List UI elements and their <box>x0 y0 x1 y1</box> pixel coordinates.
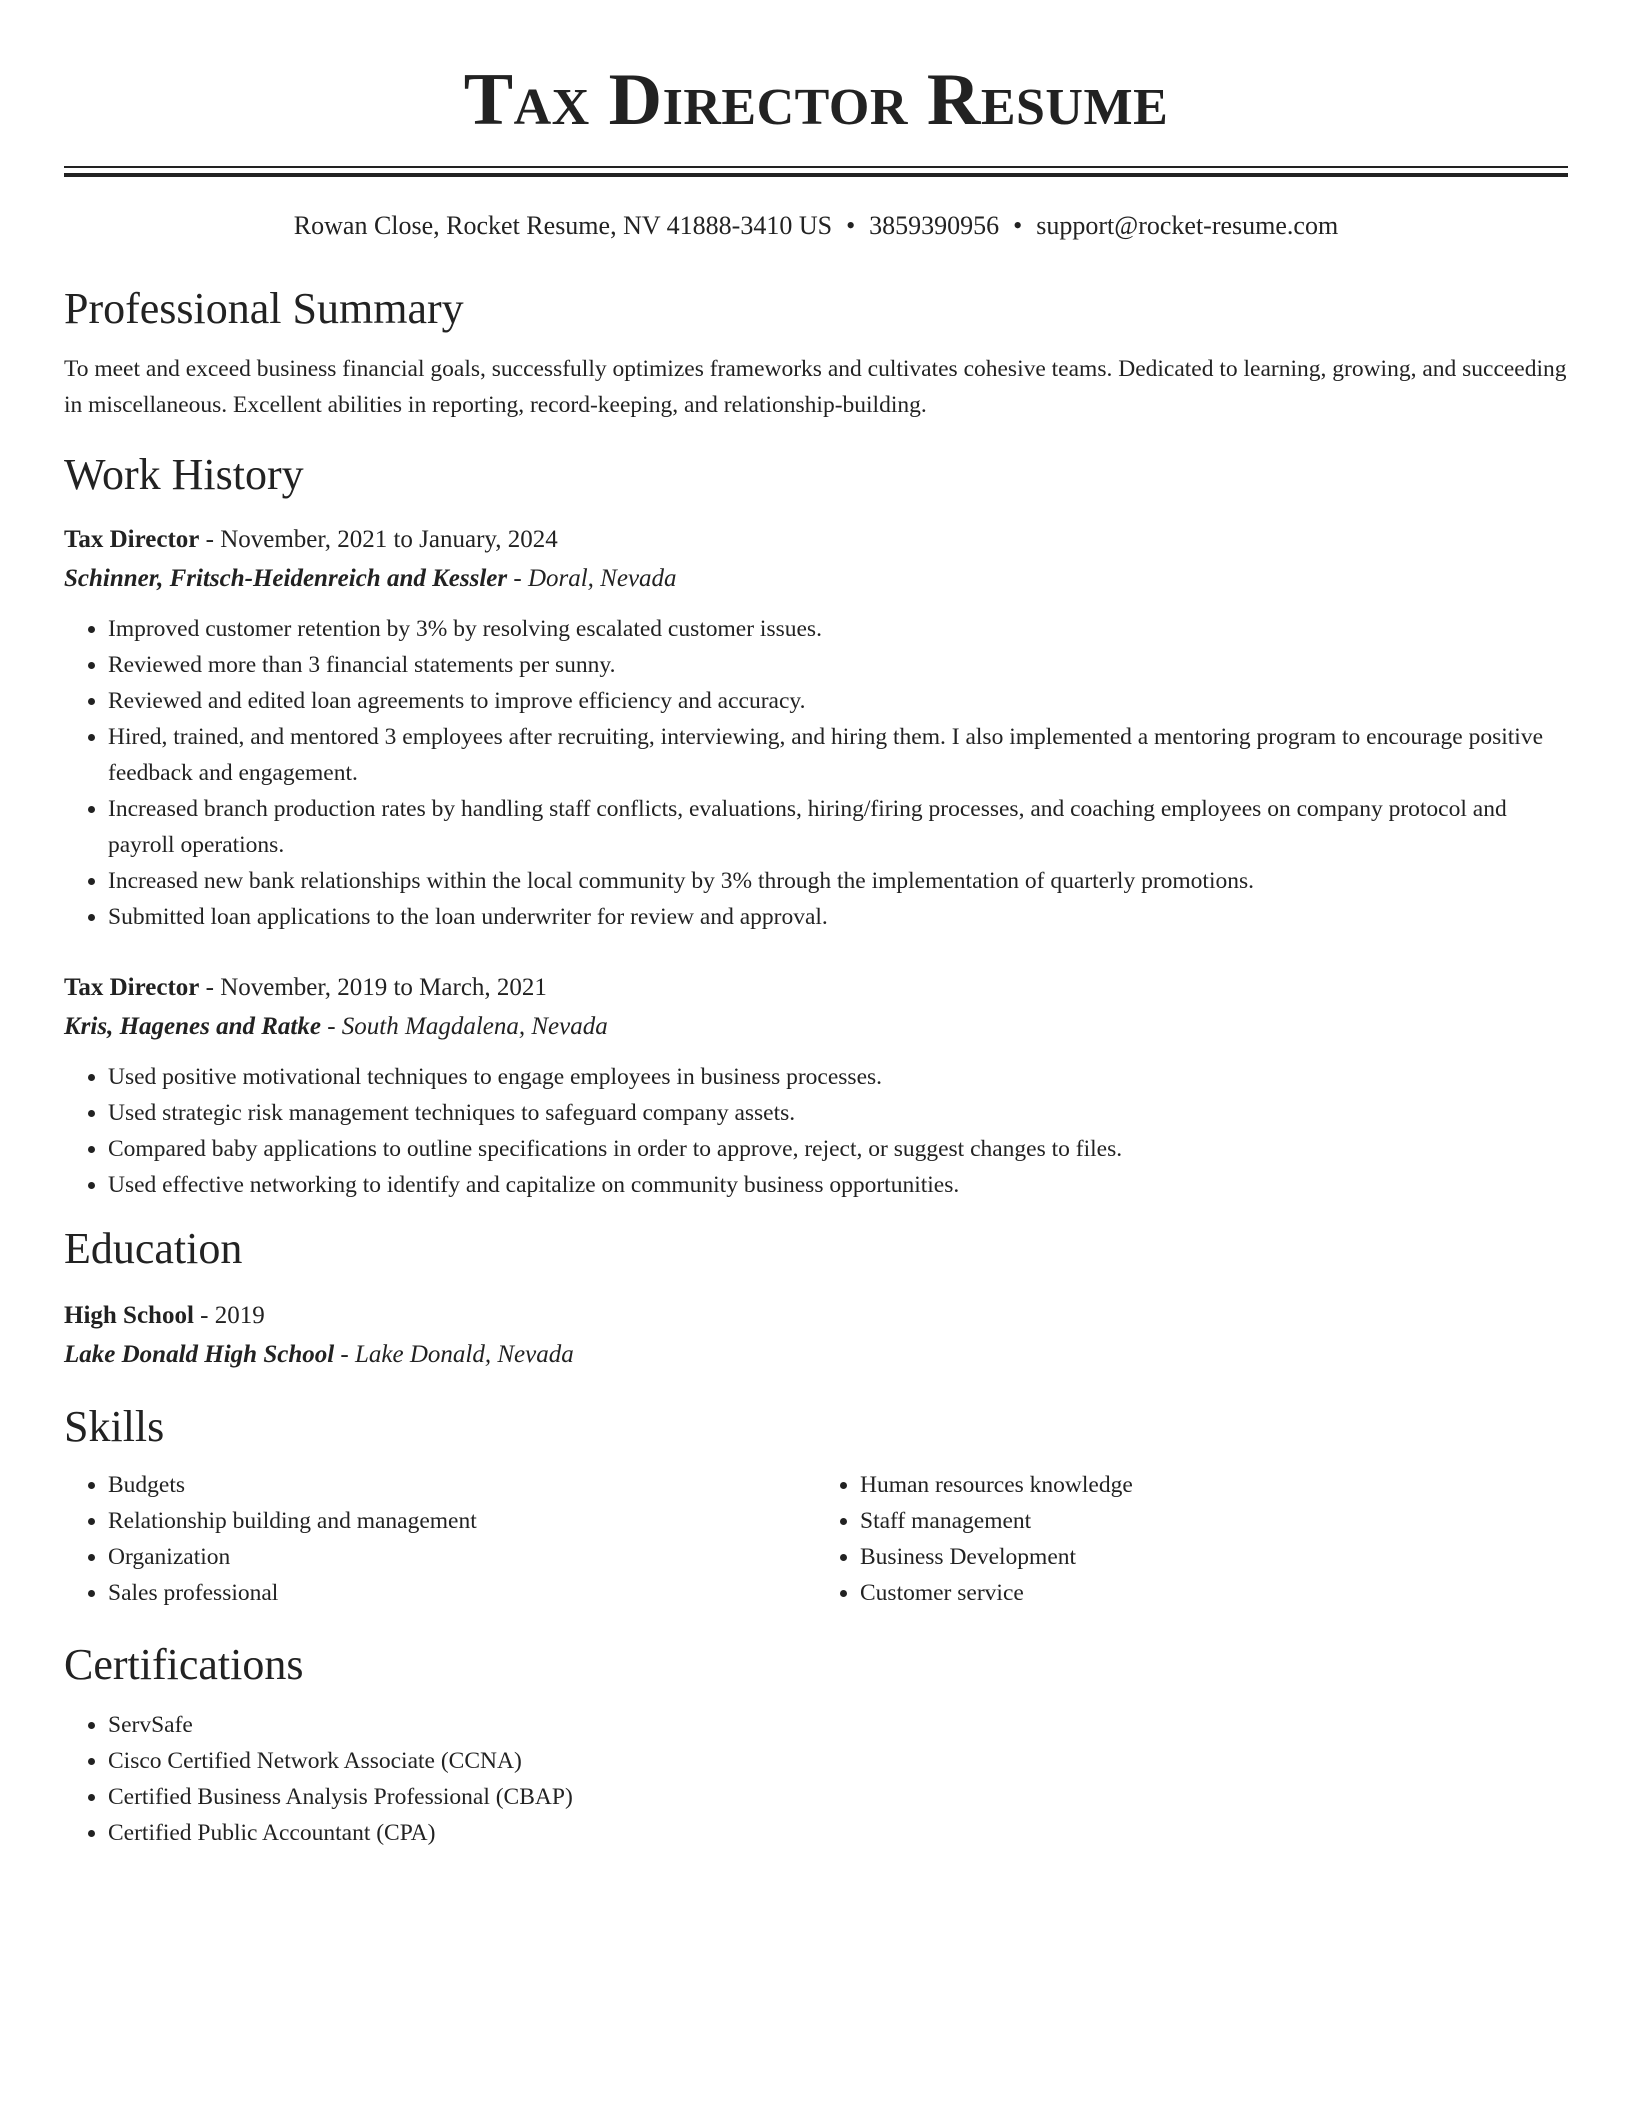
list-item: • Compared baby applications to outline specifications in order to approve, reject, or suggest changes to files. <box>108 1131 1568 1167</box>
list-item: • Submitted loan applications to the loan underwriter for review and approval. <box>108 899 1568 935</box>
summary-heading: Professional Summary <box>64 284 464 333</box>
contact-separator: • <box>1013 211 1023 240</box>
list-item: • Certified Public Accountant (CPA) <box>108 1815 1568 1851</box>
education-school-line <box>64 1335 1568 1375</box>
education-heading: Education <box>64 1224 243 1273</box>
job-role-line <box>64 521 1568 559</box>
title-rule-thin <box>64 166 1568 168</box>
list-item: • ServSafe <box>108 1707 1568 1743</box>
education-school: Lake Donald High School <box>64 1341 335 1368</box>
summary-text: To meet and exceed business financial goals, successfully optimizes frameworks and cultivates cohesive teams. Dedicated to learning, growing, and succeeding in miscellaneous. Excellent abilities in reporting, record-keeping, and relationship-building. <box>64 356 1567 418</box>
work-history-heading: Work History <box>64 450 304 499</box>
list-item: • Organization <box>108 1539 816 1575</box>
education-year: - 2019 <box>193 1302 265 1329</box>
job-bullets <box>64 611 1568 935</box>
list-item: • Relationship building and management <box>108 1503 816 1539</box>
job-company: Kris, Hagenes and Ratke <box>64 1013 321 1040</box>
skills-heading: Skills <box>64 1402 165 1451</box>
page-title: Tax Director Resume <box>463 59 1169 141</box>
job-location: - South Magdalena, Nevada <box>320 1013 608 1040</box>
list-item: • Used effective networking to identify and capitalize on community business opportunities. <box>108 1167 1568 1203</box>
job-company: Schinner, Fritsch-Heidenreich and Kessler <box>64 565 508 592</box>
list-item: • Increased branch production rates by handling staff conflicts, evaluations, hiring/firing processes, and coaching employees on company protocol and payroll operations. <box>108 791 1568 863</box>
job-title: Tax Director <box>64 974 200 1001</box>
list-item: • Used positive motivational techniques to engage employees in business processes. <box>108 1059 1568 1095</box>
list-item: • Budgets <box>108 1467 816 1503</box>
education-location: - Lake Donald, Nevada <box>334 1341 574 1368</box>
education-entry <box>64 1297 1568 1375</box>
skills-right-list <box>816 1467 1568 1611</box>
job-dates: - November, 2021 to January, 2024 <box>199 526 558 553</box>
job-company-line <box>64 1007 1568 1047</box>
contact-phone: 3859390956 <box>869 211 1000 240</box>
job-bullets <box>64 1059 1568 1203</box>
list-item: • Sales professional <box>108 1575 816 1611</box>
list-item: • Staff management <box>860 1503 1568 1539</box>
education-degree: High School <box>64 1302 194 1329</box>
title-rule-thick <box>64 173 1568 177</box>
job-entry <box>64 969 1568 1203</box>
job-location: - Doral, Nevada <box>507 565 677 592</box>
list-item: • Used strategic risk management techniques to safeguard company assets. <box>108 1095 1568 1131</box>
certifications-heading: Certifications <box>64 1640 304 1689</box>
list-item: • Reviewed more than 3 financial statements per sunny. <box>108 647 1568 683</box>
skills-columns <box>64 1467 1568 1611</box>
list-item: • Cisco Certified Network Associate (CCNA) <box>108 1743 1568 1779</box>
contact-email: support@rocket-resume.com <box>1036 211 1339 240</box>
contact-separator: • <box>846 211 856 240</box>
list-item: • Improved customer retention by 3% by resolving escalated customer issues. <box>108 611 1568 647</box>
list-item: • Certified Business Analysis Professional (CBAP) <box>108 1779 1568 1815</box>
job-entry <box>64 521 1568 935</box>
list-item: • Customer service <box>860 1575 1568 1611</box>
job-role-line <box>64 969 1568 1007</box>
job-title: Tax Director <box>64 526 200 553</box>
contact-address: Rowan Close, Rocket Resume, NV 41888-3410 US <box>293 211 833 240</box>
list-item: • Human resources knowledge <box>860 1467 1568 1503</box>
list-item: • Reviewed and edited loan agreements to improve efficiency and accuracy. <box>108 683 1568 719</box>
job-dates: - November, 2019 to March, 2021 <box>199 974 547 1001</box>
list-item: • Increased new bank relationships within the local community by 3% through the implementation of quarterly promotions. <box>108 863 1568 899</box>
list-item: • Hired, trained, and mentored 3 employees after recruiting, interviewing, and hiring them. I also implemented a mentoring program to encourage positive feedback and engagement. <box>108 719 1568 791</box>
contact-line <box>64 209 1568 243</box>
education-degree-line <box>64 1297 1568 1335</box>
certifications-list <box>64 1707 1568 1851</box>
skills-left-list <box>64 1467 816 1611</box>
job-company-line <box>64 559 1568 599</box>
list-item: • Business Development <box>860 1539 1568 1575</box>
